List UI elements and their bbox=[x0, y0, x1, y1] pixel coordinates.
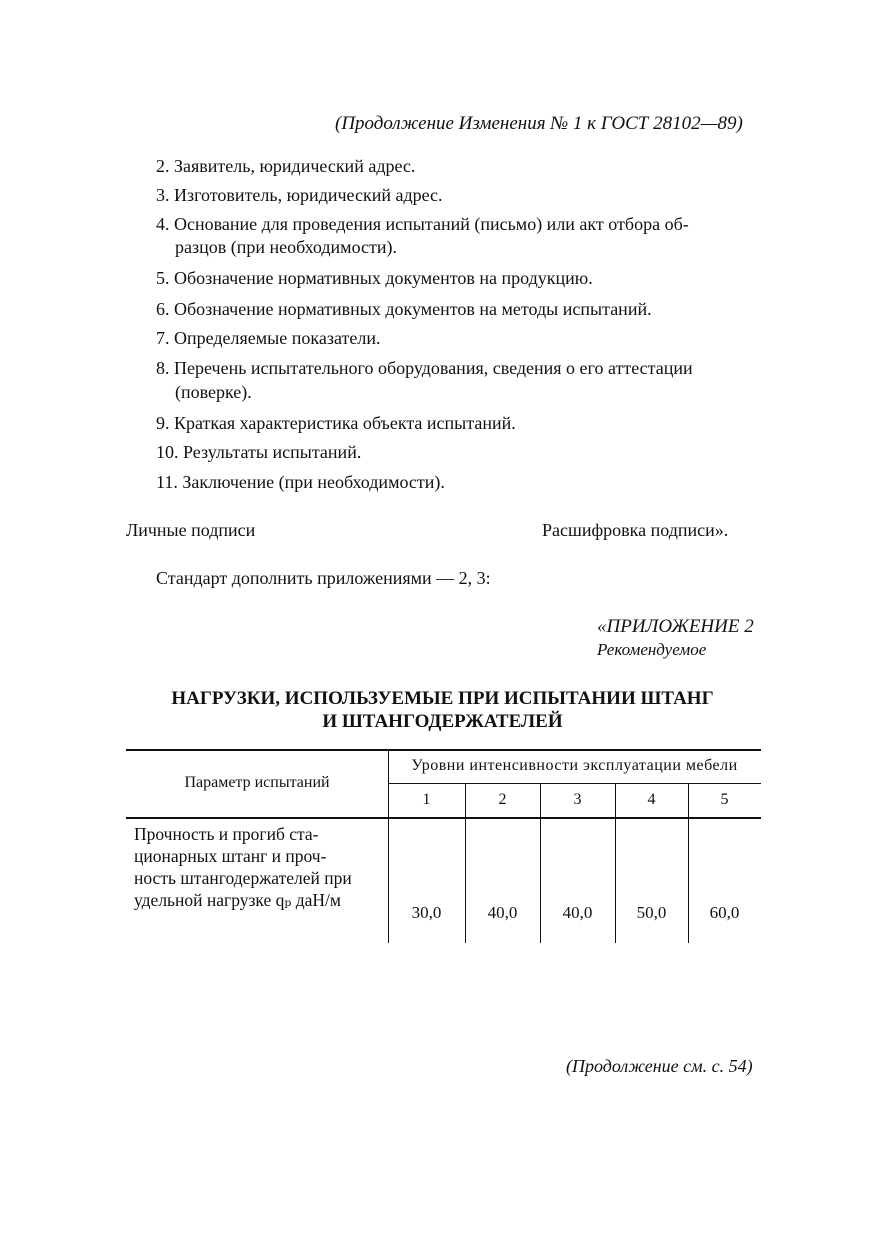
footer-continuation-note: (Продолжение см. с. 54) bbox=[566, 1056, 753, 1076]
table-level-4: 4 bbox=[647, 791, 656, 808]
list-item-8: 8. Перечень испытательного оборудования, сведения о его аттестации bbox=[156, 358, 693, 378]
param-line: Прочность и прогиб ста- bbox=[134, 824, 319, 844]
table-value-level-3: 40,0 bbox=[562, 903, 593, 922]
list-item-11: 11. Заключение (при необходимости). bbox=[156, 472, 445, 492]
list-item-5: 5. Обозначение нормативных документов на продукцию. bbox=[156, 268, 593, 288]
table-value-level-4: 50,0 bbox=[636, 903, 667, 922]
supplement-note: Стандарт дополнить приложениями — 2, 3: bbox=[156, 568, 491, 588]
list-item-4: 4. Основание для проведения испытаний (письмо) или акт отбора об- bbox=[156, 214, 689, 234]
list-item-7: 7. Определяемые показатели. bbox=[156, 328, 381, 348]
signature-personal-label: Личные подписи bbox=[126, 520, 256, 540]
list-item-3: 3. Изготовитель, юридический адрес. bbox=[156, 185, 443, 205]
table-value-level-5: 60,0 bbox=[709, 903, 740, 922]
header-continuation-note: (Продолжение Изменения № 1 к ГОСТ 28102—89) bbox=[335, 113, 743, 134]
table-level-5: 5 bbox=[720, 791, 729, 808]
section-heading-line-1: НАГРУЗКИ, ИСПОЛЬЗУЕМЫЕ ПРИ ИСПЫТАНИИ ШТАНГ bbox=[171, 688, 714, 709]
list-item-6: 6. Обозначение нормативных документов на методы испытаний. bbox=[156, 299, 652, 319]
list-item-9: 9. Краткая характеристика объекта испытаний. bbox=[156, 413, 516, 433]
list-item-2: 2. Заявитель, юридический адрес. bbox=[156, 156, 416, 176]
loads-table bbox=[126, 749, 761, 943]
param-line: ционарных штанг и проч- bbox=[134, 846, 327, 866]
list-item-10: 10. Результаты испытаний. bbox=[156, 442, 362, 462]
param-line: удельной нагрузке qₚ даН/м bbox=[134, 890, 341, 910]
table-header-parameter: Параметр испытаний bbox=[184, 774, 330, 791]
table-level-2: 2 bbox=[498, 791, 507, 808]
table-parameter-description bbox=[134, 823, 384, 911]
list-item-8-continuation: (поверке). bbox=[175, 382, 252, 402]
table-value-level-2: 40,0 bbox=[487, 903, 518, 922]
table-value-level-1: 30,0 bbox=[411, 903, 442, 922]
table-level-1: 1 bbox=[422, 791, 431, 808]
appendix-subtitle: Рекомендуемое bbox=[597, 640, 707, 659]
table-level-3: 3 bbox=[573, 791, 582, 808]
appendix-title: «ПРИЛОЖЕНИЕ 2 bbox=[597, 616, 754, 637]
table-header-bottom-rule bbox=[126, 817, 761, 819]
section-heading-line-2: И ШТАНГОДЕРЖАТЕЛЕЙ bbox=[322, 711, 563, 732]
param-line: ность штангодержателей при bbox=[134, 868, 352, 888]
list-item-4-continuation: разцов (при необходимости). bbox=[175, 237, 397, 257]
table-header-levels: Уровни интенсивности эксплуатации мебели bbox=[411, 757, 738, 774]
signature-decoding-label: Расшифровка подписи». bbox=[542, 520, 729, 540]
